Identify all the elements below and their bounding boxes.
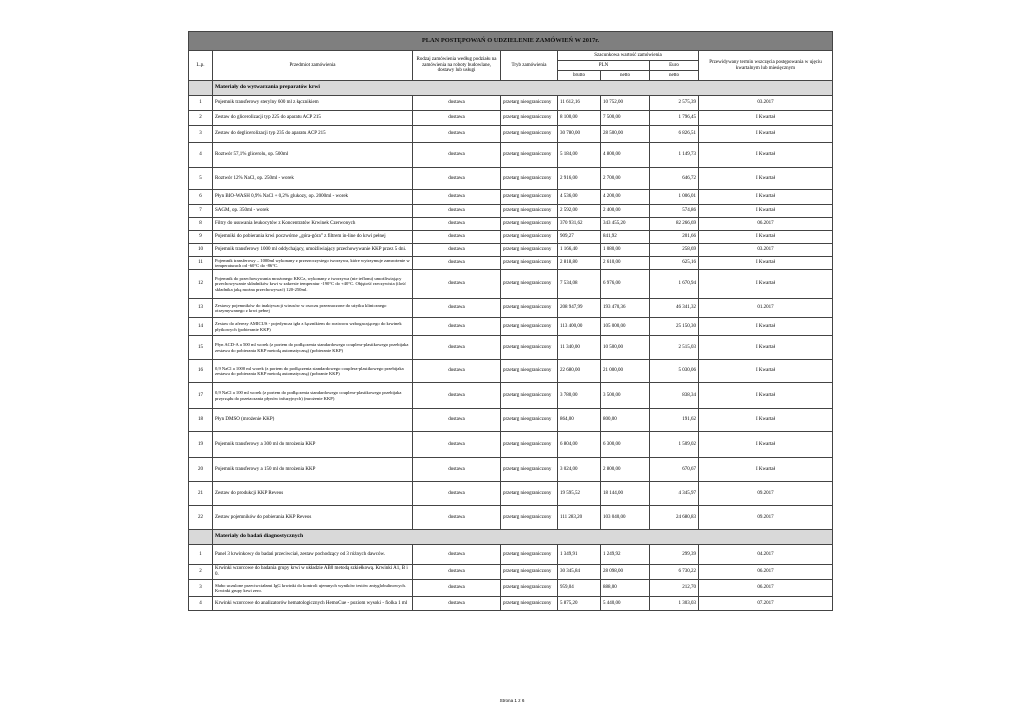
cell-lp: 5	[189, 168, 213, 190]
cell-netto: 800,00	[601, 409, 650, 432]
cell-subject: Zestaw do produkcji KKP Reveos	[213, 482, 413, 506]
cell-netto: 10 752,00	[601, 96, 650, 111]
table-row	[189, 409, 833, 432]
cell-term: I Kwartał	[699, 205, 833, 218]
section-spacer	[189, 81, 213, 96]
cell-subject: Krwinki wzorcowe do badania grupy krwi w układzie AB0 metodą szkiełkową. Krwinki A1, B i 0.	[213, 565, 413, 580]
cell-subject: Pojemnik transferowy sterylny 600 ml z łącznikiem	[213, 96, 413, 111]
cell-kind: dostawa	[413, 580, 501, 597]
cell-brutto: 30 345,84	[558, 565, 601, 580]
cell-brutto: 959,04	[558, 580, 601, 597]
cell-mode: przetarg nieograniczony	[501, 506, 558, 530]
table-row	[189, 168, 833, 190]
cell-mode: przetarg nieograniczony	[501, 205, 558, 218]
cell-subject: Płyn BIO-WASH 0,9% NaCl + 0,2% glukozy, op. 2000ml - worek	[213, 190, 413, 205]
section-header-row	[189, 530, 833, 545]
cell-lp: 1	[189, 96, 213, 111]
cell-term: 03.2017	[699, 244, 833, 257]
header-pln: PLN	[558, 61, 650, 71]
cell-mode: przetarg nieograniczony	[501, 597, 558, 611]
cell-brutto: 11 340,00	[558, 336, 601, 360]
cell-kind: dostawa	[413, 111, 501, 126]
table-row	[189, 257, 833, 270]
cell-netto: 7 500,00	[601, 111, 650, 126]
cell-term: I Kwartał	[699, 336, 833, 360]
cell-lp: 2	[189, 111, 213, 126]
cell-mode: przetarg nieograniczony	[501, 190, 558, 205]
cell-kind: dostawa	[413, 432, 501, 458]
cell-euro: 25 150,30	[650, 318, 699, 336]
cell-euro: 5 030,06	[650, 360, 699, 383]
cell-netto: 28 098,00	[601, 565, 650, 580]
cell-kind: dostawa	[413, 96, 501, 111]
cell-brutto: 22 680,00	[558, 360, 601, 383]
cell-subject: Płyn DMSO (mrożenie KKP)	[213, 409, 413, 432]
cell-kind: dostawa	[413, 168, 501, 190]
cell-euro: 625,16	[650, 257, 699, 270]
header-mode: Tryb zamówienia	[501, 51, 558, 81]
procurement-table	[188, 31, 833, 611]
cell-subject: Filtry do usuwania leukocytów z Koncentratów Krwinek Czerwonych	[213, 218, 413, 231]
cell-euro: 201,66	[650, 231, 699, 244]
table-row	[189, 360, 833, 383]
cell-lp: 3	[189, 126, 213, 143]
title-row	[189, 32, 833, 51]
cell-euro: 1 670,94	[650, 270, 699, 299]
cell-netto: 1 080,00	[601, 244, 650, 257]
table-row	[189, 318, 833, 336]
cell-lp: 3	[189, 580, 213, 597]
cell-lp: 13	[189, 299, 213, 318]
cell-lp: 17	[189, 383, 213, 409]
cell-euro: 1 303,03	[650, 597, 699, 611]
cell-lp: 16	[189, 360, 213, 383]
cell-mode: przetarg nieograniczony	[501, 545, 558, 565]
cell-netto: 2 400,00	[601, 205, 650, 218]
cell-mode: przetarg nieograniczony	[501, 383, 558, 409]
cell-brutto: 370 931,62	[558, 218, 601, 231]
cell-kind: dostawa	[413, 270, 501, 299]
cell-netto: 1 249,92	[601, 545, 650, 565]
cell-term: I Kwartał	[699, 190, 833, 205]
cell-kind: dostawa	[413, 205, 501, 218]
cell-brutto: 11 612,16	[558, 96, 601, 111]
cell-mode: przetarg nieograniczony	[501, 409, 558, 432]
cell-mode: przetarg nieograniczony	[501, 111, 558, 126]
cell-term: I Kwartał	[699, 318, 833, 336]
cell-lp: 21	[189, 482, 213, 506]
header-brutto: brutto	[558, 71, 601, 81]
cell-lp: 8	[189, 218, 213, 231]
cell-term: I Kwartał	[699, 432, 833, 458]
table-row	[189, 506, 833, 530]
cell-term: I Kwartał	[699, 168, 833, 190]
cell-subject: Zestaw pojemników do pobierania KKP Reveos	[213, 506, 413, 530]
table-row	[189, 458, 833, 482]
cell-netto: 2 700,00	[601, 168, 650, 190]
cell-term: I Kwartał	[699, 126, 833, 143]
cell-euro: 82 266,69	[650, 218, 699, 231]
cell-mode: przetarg nieograniczony	[501, 143, 558, 168]
cell-lp: 14	[189, 318, 213, 336]
cell-euro: 1 509,02	[650, 432, 699, 458]
cell-brutto: 3 780,00	[558, 383, 601, 409]
cell-euro: 6 826,51	[650, 126, 699, 143]
cell-term: I Kwartał	[699, 458, 833, 482]
cell-euro: 670,67	[650, 458, 699, 482]
cell-netto: 6 300,00	[601, 432, 650, 458]
cell-mode: przetarg nieograniczony	[501, 270, 558, 299]
table-row	[189, 126, 833, 143]
cell-subject: 0,9 NaCl a 1000 ml worek (z portem do podłączenia standardowego couplera-plastikowego przebijaka zestawu do pobierania KKP metodą automatyczną) (pobranie KKP)	[213, 360, 413, 383]
cell-mode: przetarg nieograniczony	[501, 231, 558, 244]
table-row	[189, 383, 833, 409]
header-estimated-value: Szacunkowa wartość zamówienia	[558, 51, 699, 61]
cell-lp: 6	[189, 190, 213, 205]
cell-subject: Zestaw do glicerolizacji typ 225 do aparatu ACP 215	[213, 111, 413, 126]
table-row	[189, 580, 833, 597]
cell-euro: 212,70	[650, 580, 699, 597]
cell-lp: 22	[189, 506, 213, 530]
table-row	[189, 143, 833, 168]
cell-brutto: 208 947,99	[558, 299, 601, 318]
cell-lp: 15	[189, 336, 213, 360]
cell-term: 01.2017	[699, 299, 833, 318]
cell-kind: dostawa	[413, 190, 501, 205]
cell-kind: dostawa	[413, 545, 501, 565]
cell-brutto: 2 818,80	[558, 257, 601, 270]
cell-term: I Kwartał	[699, 360, 833, 383]
cell-netto: 841,92	[601, 231, 650, 244]
cell-mode: przetarg nieograniczony	[501, 168, 558, 190]
cell-netto: 6 976,00	[601, 270, 650, 299]
table-row	[189, 336, 833, 360]
cell-netto: 3 500,00	[601, 383, 650, 409]
cell-netto: 343 455,20	[601, 218, 650, 231]
cell-mode: przetarg nieograniczony	[501, 318, 558, 336]
cell-euro: 258,69	[650, 244, 699, 257]
cell-kind: dostawa	[413, 299, 501, 318]
cell-netto: 105 000,00	[601, 318, 650, 336]
cell-euro: 1 006,01	[650, 190, 699, 205]
cell-lp: 20	[189, 458, 213, 482]
cell-kind: dostawa	[413, 597, 501, 611]
cell-netto: 4 800,00	[601, 143, 650, 168]
cell-netto: 28 500,00	[601, 126, 650, 143]
cell-kind: dostawa	[413, 458, 501, 482]
cell-kind: dostawa	[413, 336, 501, 360]
cell-euro: 2 515,03	[650, 336, 699, 360]
cell-brutto: 5 184,00	[558, 143, 601, 168]
cell-euro: 6 730,22	[650, 565, 699, 580]
header-row-1	[189, 51, 833, 61]
cell-mode: przetarg nieograniczony	[501, 580, 558, 597]
cell-kind: dostawa	[413, 409, 501, 432]
cell-euro: 191,62	[650, 409, 699, 432]
cell-lp: 10	[189, 244, 213, 257]
cell-kind: dostawa	[413, 244, 501, 257]
cell-term: 09.2017	[699, 482, 833, 506]
table-row	[189, 111, 833, 126]
cell-kind: dostawa	[413, 318, 501, 336]
table-row	[189, 190, 833, 205]
cell-term: I Kwartał	[699, 231, 833, 244]
section-header-row	[189, 81, 833, 96]
table-row	[189, 545, 833, 565]
cell-term: 06.2017	[699, 580, 833, 597]
cell-subject: Pojemnik transferowy – 1000ml wykonany z przezroczystego tworzywa, które wytrzymuje zamrożenie w temperaturach od -60°C do -86°C.	[213, 257, 413, 270]
header-lp: L.p.	[189, 51, 213, 81]
header-subject: Przedmiot zamówienia	[213, 51, 413, 81]
cell-euro: 24 680,83	[650, 506, 699, 530]
header-netto-euro: netto	[650, 71, 699, 81]
cell-term: I Kwartał	[699, 143, 833, 168]
cell-term: I Kwartał	[699, 111, 833, 126]
cell-mode: przetarg nieograniczony	[501, 244, 558, 257]
cell-term: I Kwartał	[699, 257, 833, 270]
cell-kind: dostawa	[413, 257, 501, 270]
cell-lp: 18	[189, 409, 213, 432]
header-netto-pln: netto	[601, 71, 650, 81]
cell-brutto: 2 916,00	[558, 168, 601, 190]
cell-subject: Pojemniki do pobierania krwi poczwórne „góra-góra” z filtrem in-line do krwi pełnej	[213, 231, 413, 244]
table-row	[189, 482, 833, 506]
page-title: PLAN POSTĘPOWAŃ O UDZIELENIE ZAMÓWIEŃ W 2017r.	[189, 32, 833, 51]
cell-netto: 4 200,00	[601, 190, 650, 205]
cell-mode: przetarg nieograniczony	[501, 565, 558, 580]
table-row	[189, 205, 833, 218]
cell-mode: przetarg nieograniczony	[501, 299, 558, 318]
cell-brutto: 2 592,00	[558, 205, 601, 218]
cell-subject: Pojemnik transferowy a 150 ml do mrożenia KKP	[213, 458, 413, 482]
cell-netto: 103 040,00	[601, 506, 650, 530]
cell-term: I Kwartał	[699, 409, 833, 432]
table-row	[189, 270, 833, 299]
cell-subject: 0,9 NaCl a 100 ml worek (z portem do podłączenia standardowego couplera-plastikowego przebijaka przyrządu do przetaczania płynów infuzyjnych) (mrożenie KKP)	[213, 383, 413, 409]
cell-lp: 4	[189, 597, 213, 611]
cell-brutto: 1 166,40	[558, 244, 601, 257]
cell-subject: Zestawy pojemników do inaktywacji wirusów w osoczu przeznaczone do użytku klinicznego otrzymywanego z krwi pełnej	[213, 299, 413, 318]
cell-subject: Słabo uczulone przeciwciałami IgG krwinki do kontroli ujemnych wyników testów antyglobulinowych. Krwinki grupy krwi zero.	[213, 580, 413, 597]
cell-brutto: 6 804,00	[558, 432, 601, 458]
cell-euro: 1 796,45	[650, 111, 699, 126]
cell-kind: dostawa	[413, 383, 501, 409]
cell-netto: 2 800,00	[601, 458, 650, 482]
cell-subject: Zestaw do aferezy AMICUS - pojedyncza igła z łącznikiem do roztworu wzbogacającego do krwinek płytkowych (pobieranie KKP)	[213, 318, 413, 336]
cell-mode: przetarg nieograniczony	[501, 257, 558, 270]
cell-subject: Pojemnik transferowy 1000 ml oddychający, umożliwiający przechowywanie KKP przez 5 dni.	[213, 244, 413, 257]
cell-subject: Roztwór 12% NaCl, op. 250ml - worek	[213, 168, 413, 190]
cell-lp: 11	[189, 257, 213, 270]
cell-kind: dostawa	[413, 482, 501, 506]
table-row	[189, 432, 833, 458]
procurement-plan-sheet	[188, 31, 832, 611]
cell-mode: przetarg nieograniczony	[501, 482, 558, 506]
table-row	[189, 244, 833, 257]
cell-kind: dostawa	[413, 143, 501, 168]
cell-lp: 9	[189, 231, 213, 244]
cell-mode: przetarg nieograniczony	[501, 218, 558, 231]
cell-mode: przetarg nieograniczony	[501, 458, 558, 482]
cell-euro: 1 149,73	[650, 143, 699, 168]
header-euro: Euro	[650, 61, 699, 71]
cell-kind: dostawa	[413, 126, 501, 143]
cell-kind: dostawa	[413, 506, 501, 530]
cell-euro: 46 341,32	[650, 299, 699, 318]
cell-netto: 10 500,00	[601, 336, 650, 360]
cell-kind: dostawa	[413, 360, 501, 383]
cell-netto: 18 144,00	[601, 482, 650, 506]
cell-lp: 12	[189, 270, 213, 299]
cell-kind: dostawa	[413, 565, 501, 580]
cell-term: 04.2017	[699, 545, 833, 565]
table-row	[189, 299, 833, 318]
cell-brutto: 7 534,08	[558, 270, 601, 299]
cell-mode: przetarg nieograniczony	[501, 360, 558, 383]
cell-brutto: 864,00	[558, 409, 601, 432]
cell-brutto: 30 780,00	[558, 126, 601, 143]
cell-term: I Kwartał	[699, 270, 833, 299]
cell-subject: Panel 3 krwinkowy do badań przeciwciał, zestaw pochodzący od 3 różnych dawców.	[213, 545, 413, 565]
section-title: Materiały do badań diagnostycznych	[213, 530, 833, 545]
cell-netto: 888,00	[601, 580, 650, 597]
cell-brutto: 8 100,00	[558, 111, 601, 126]
cell-euro: 299,39	[650, 545, 699, 565]
table-row	[189, 565, 833, 580]
cell-mode: przetarg nieograniczony	[501, 96, 558, 111]
cell-kind: dostawa	[413, 218, 501, 231]
cell-brutto: 4 536,00	[558, 190, 601, 205]
cell-subject: Krwinki wzorcowe do analizatorów hematologicznych HemoCue - poziom wysoki - fiolka 1 ml	[213, 597, 413, 611]
section-title: Materiały do wytwarzania preparatów krwi	[213, 81, 833, 96]
cell-subject: SAGM, op. 350ml - worek	[213, 205, 413, 218]
cell-brutto: 111 283,20	[558, 506, 601, 530]
cell-subject: Roztwór 57,1% glicerolu, op. 500ml	[213, 143, 413, 168]
cell-lp: 2	[189, 565, 213, 580]
cell-subject: Pojemnik transferowy a 300 ml do mrożenia KKP	[213, 432, 413, 458]
header-kind: Rodzaj zamówienia według podziału na zamówienia na roboty budowlane, dostawy lub usługi	[413, 51, 501, 81]
cell-mode: przetarg nieograniczony	[501, 126, 558, 143]
cell-euro: 2 575,39	[650, 96, 699, 111]
cell-euro: 646,72	[650, 168, 699, 190]
cell-mode: przetarg nieograniczony	[501, 336, 558, 360]
cell-lp: 4	[189, 143, 213, 168]
cell-brutto: 19 595,52	[558, 482, 601, 506]
cell-term: 09.2017	[699, 506, 833, 530]
section-spacer	[189, 530, 213, 545]
table-row	[189, 597, 833, 611]
cell-subject: Płyn ACD-A a 500 ml worek (z portem do podłączenia standardowego couplera-plastikowego przebijaka zestawu do pobierania KKP metodą automatyczną) (pobieranie KKP)	[213, 336, 413, 360]
cell-brutto: 5 875,20	[558, 597, 601, 611]
cell-mode: przetarg nieograniczony	[501, 432, 558, 458]
cell-subject: Zestaw do deglicerolizacji typ 235 do aparatu ACP 215	[213, 126, 413, 143]
cell-term: I Kwartał	[699, 383, 833, 409]
cell-euro: 4 345,97	[650, 482, 699, 506]
table-row	[189, 231, 833, 244]
cell-euro: 574,86	[650, 205, 699, 218]
cell-netto: 2 610,00	[601, 257, 650, 270]
table-row	[189, 96, 833, 111]
cell-netto: 193 470,36	[601, 299, 650, 318]
cell-lp: 1	[189, 545, 213, 565]
cell-brutto: 113 400,00	[558, 318, 601, 336]
page-footer: Strona 1 z 6	[499, 698, 525, 703]
cell-euro: 838,34	[650, 383, 699, 409]
cell-netto: 21 000,00	[601, 360, 650, 383]
cell-term: 06.2017	[699, 565, 833, 580]
cell-term: 03.2017	[699, 96, 833, 111]
cell-term: 07.2017	[699, 597, 833, 611]
cell-kind: dostawa	[413, 231, 501, 244]
cell-brutto: 909,27	[558, 231, 601, 244]
cell-lp: 19	[189, 432, 213, 458]
cell-brutto: 1 349,91	[558, 545, 601, 565]
cell-subject: Pojemnik do przechowywania mrożonego KKCz, wykonany z tworzywa (nie teflonu) umożliwiający przechowywanie składników krwi w zakresie temperatur -190°C do +40°C. Objętość rzeczywista (ilość składnika jaką można przechowywać) 120-250ml.	[213, 270, 413, 299]
table-row	[189, 218, 833, 231]
cell-lp: 7	[189, 205, 213, 218]
header-term: Przewidywany termin wszczęcia postępowania w ujęciu kwartalnym lub miesięcznym	[699, 51, 833, 81]
cell-netto: 5 440,00	[601, 597, 650, 611]
cell-term: 06.2017	[699, 218, 833, 231]
cell-brutto: 3 024,00	[558, 458, 601, 482]
